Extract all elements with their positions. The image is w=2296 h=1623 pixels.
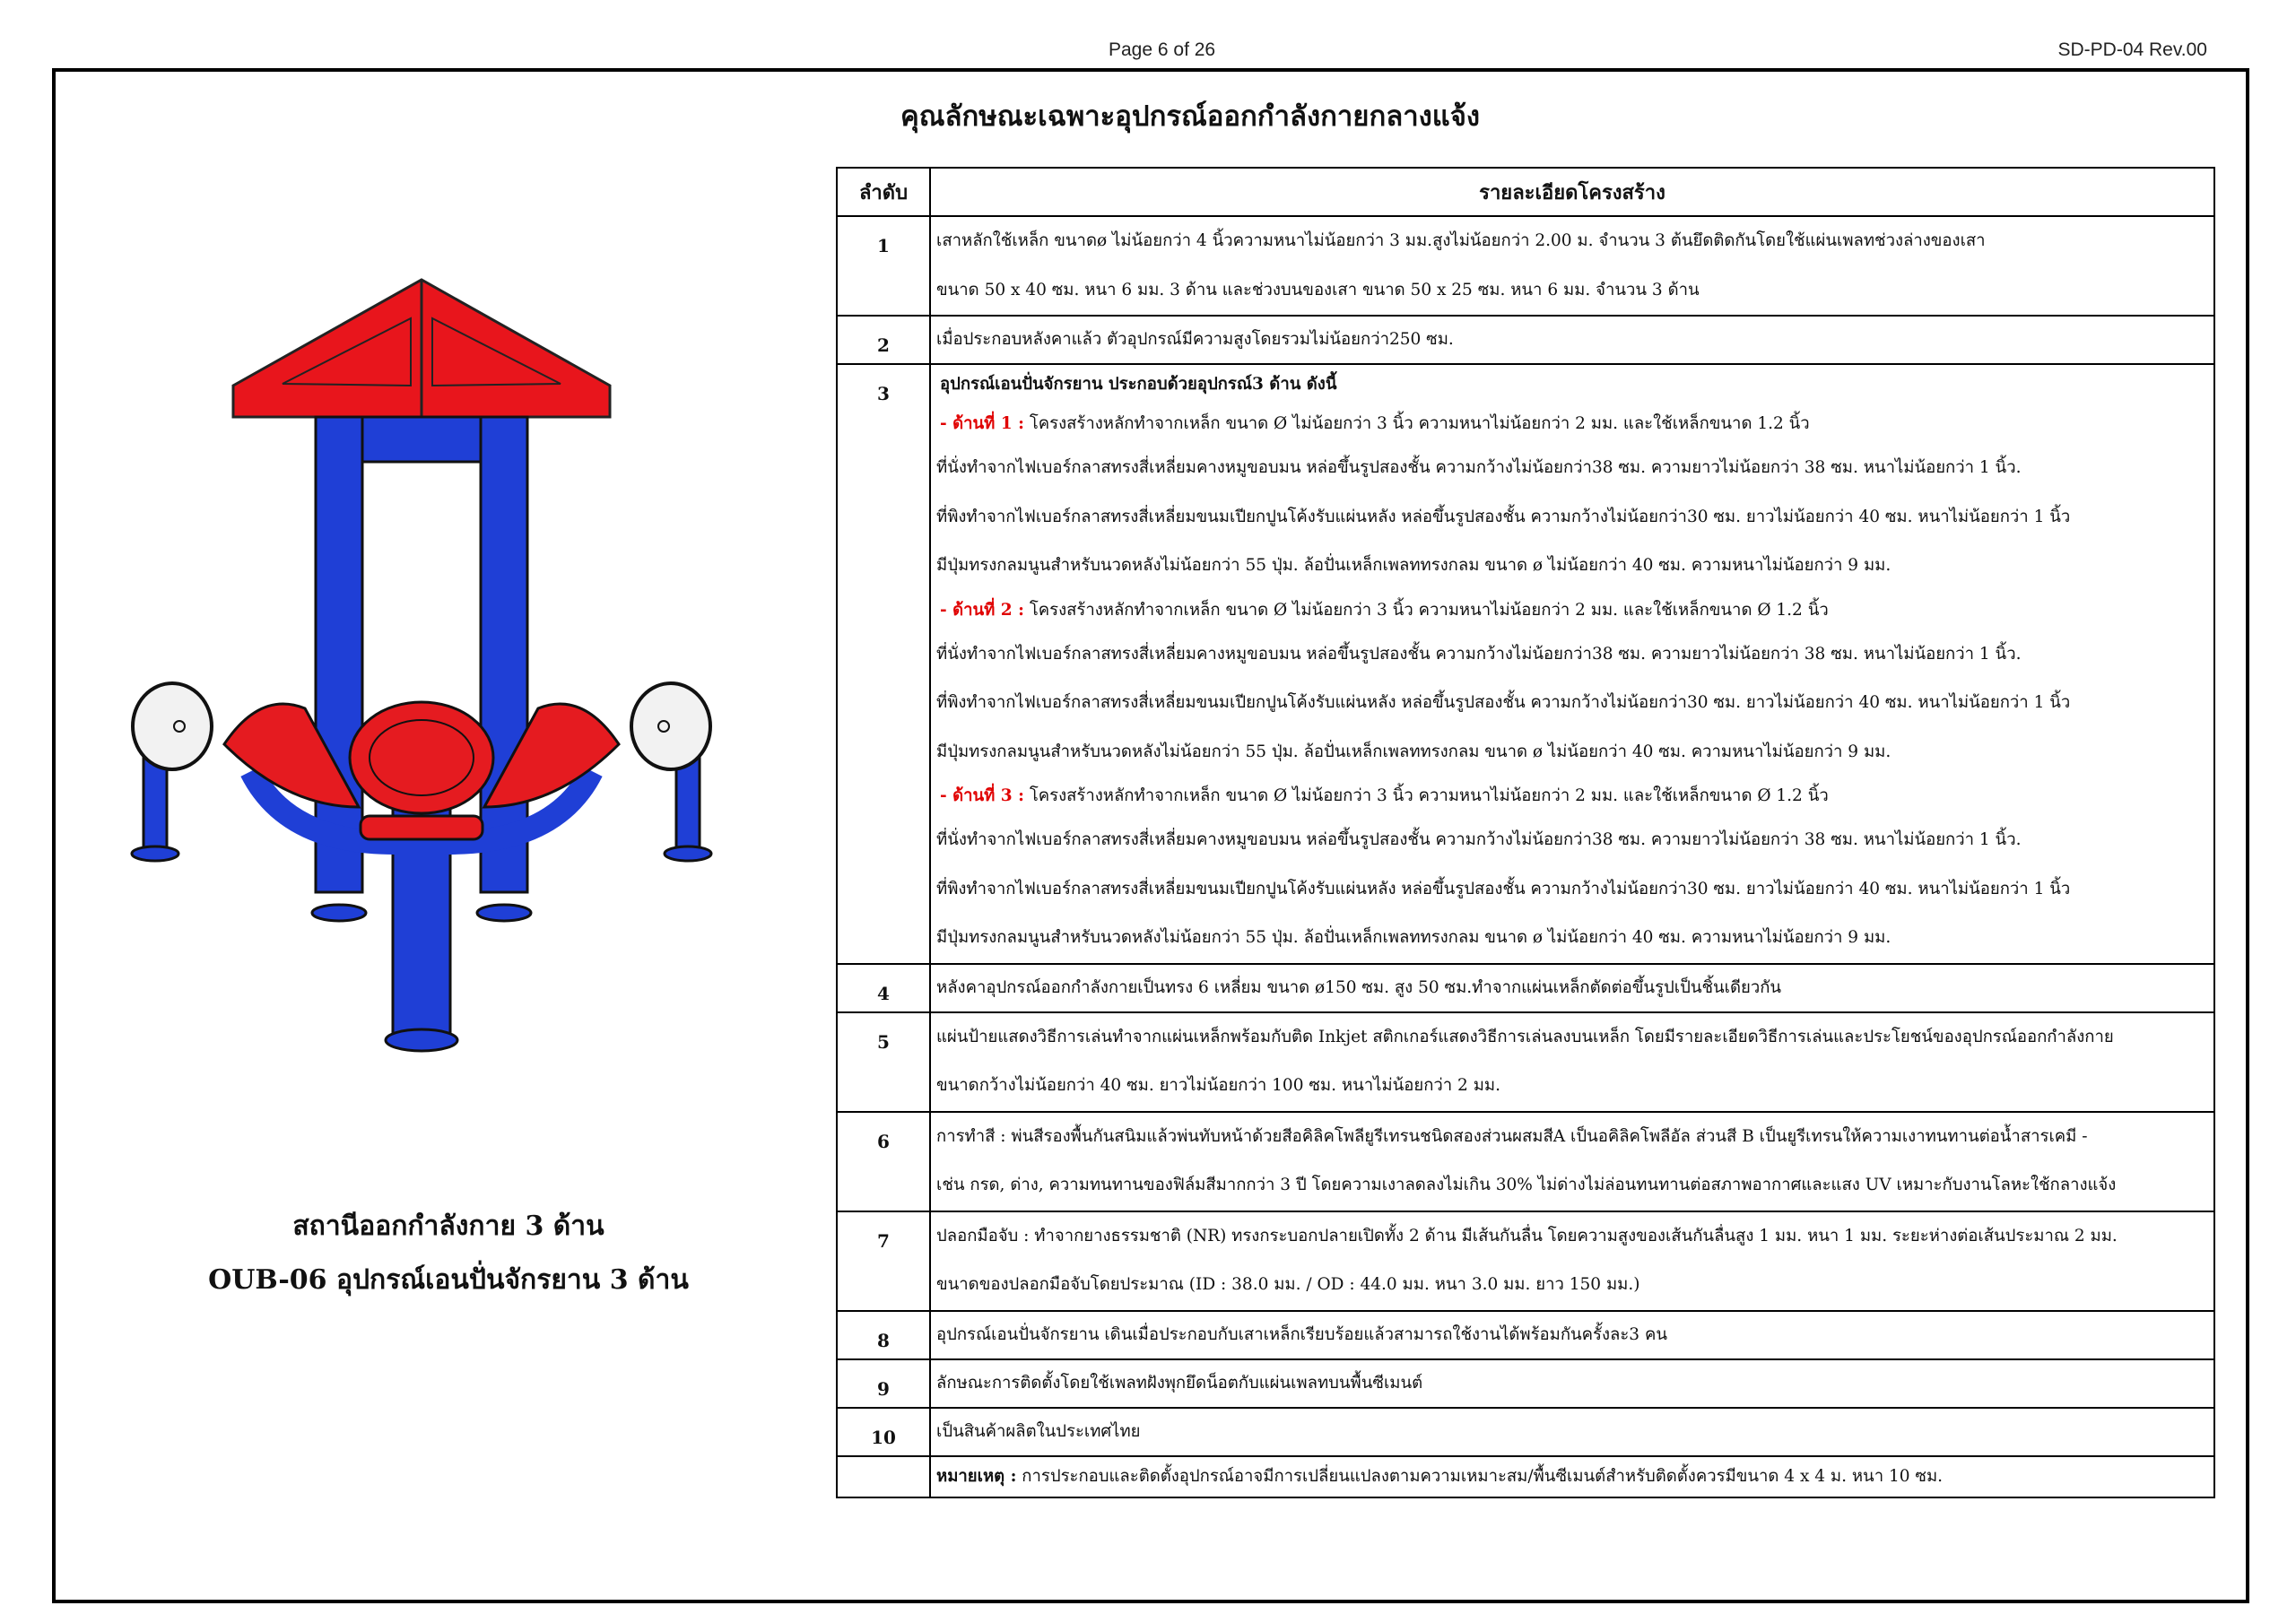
table-row bbox=[837, 1311, 2214, 1359]
detail-line: ที่พิงทำจากไฟเบอร์กลาสทรงสี่เหลี่ยมขนมเปียกปูนโค้งรับแผ่นหลัง หล่อขึ้นรูปสองชั้น ความกว้างไม่น้อยกว่า30 ซม. ยาวไม่น้อยกว่า 40 ซม. หนาไม่น้อยกว่า 1 นิ้ว bbox=[936, 507, 2071, 526]
row-number: 2 bbox=[837, 316, 930, 364]
row-detail bbox=[930, 216, 2214, 316]
note-text: การประกอบและติดตั้งอุปกรณ์อาจมีการเปลี่ยนแปลงตามความเหมาะสม/พื้นซีเมนต์สำหรับติดตั้งควรมีขนาด 4 x 4 ม. หนา 10 ซม. bbox=[1016, 1466, 1944, 1486]
row-detail bbox=[930, 1012, 2214, 1112]
detail-line: ที่นั่งทำจากไฟเบอร์กลาสทรงสี่เหลี่ยมคางหมูขอบมน หล่อขึ้นรูปสองชั้น ความกว้างไม่น้อยกว่า38 ซม. ความยาวไม่น้อยกว่า 38 ซม. หนาไม่น้อยกว่า 1 นิ้ว. bbox=[936, 644, 2022, 664]
table-row bbox=[837, 216, 2214, 316]
detail-line: ที่พิงทำจากไฟเบอร์กลาสทรงสี่เหลี่ยมขนมเปียกปูนโค้งรับแผ่นหลัง หล่อขึ้นรูปสองชั้น ความกว้างไม่น้อยกว่า30 ซม. ยาวไม่น้อยกว่า 40 ซม. หนาไม่น้อยกว่า 1 นิ้ว bbox=[936, 879, 2071, 898]
table-row bbox=[837, 1112, 2214, 1211]
product-captions bbox=[126, 1200, 771, 1307]
detail-line: อุปกรณ์เอนปั่นจักรยาน เดินเมื่อประกอบกับเสาเหล็กเรียบร้อยแล้วสามารถใช้งานได้พร้อมกันครั้งละ3 คน bbox=[936, 1324, 1667, 1344]
note-cell bbox=[930, 1456, 2214, 1497]
detail-line: ลักษณะการติดตั้งโดยใช้เพลทฝังพุกยึดน็อตกับแผ่นเพลทบนพื้นซีเมนต์ bbox=[936, 1373, 1423, 1393]
col-detail-header: รายละเอียดโครงสร้าง bbox=[930, 168, 2214, 216]
table-note-row bbox=[837, 1456, 2214, 1497]
product-name: OUB-06 อุปกรณ์เอนปั่นจักรยาน 3 ด้าน bbox=[208, 1264, 689, 1296]
detail-line: เมื่อประกอบหลังคาแล้ว ตัวอุปกรณ์มีความสูงโดยรวมไม่น้อยกว่า250 ซม. bbox=[936, 330, 1454, 349]
document-code: SD-PD-04 Rev.00 bbox=[2057, 39, 2207, 60]
row-number: 7 bbox=[837, 1211, 930, 1311]
row-number: 6 bbox=[837, 1112, 930, 1211]
table-body bbox=[837, 216, 2214, 1497]
table-header-row bbox=[837, 168, 2214, 216]
detail-line: ที่นั่งทำจากไฟเบอร์กลาสทรงสี่เหลี่ยมคางหมูขอบมน หล่อขึ้นรูปสองชั้น ความกว้างไม่น้อยกว่า38 ซม. ความยาวไม่น้อยกว่า 38 ซม. หนาไม่น้อยกว่า 1 นิ้ว. bbox=[936, 458, 2022, 477]
row-detail bbox=[930, 1359, 2214, 1408]
document-title: คุณลักษณะเฉพาะอุปกรณ์ออกกำลังกายกลางแจ้ง bbox=[900, 100, 1481, 133]
side-line bbox=[936, 404, 2208, 444]
table-row bbox=[837, 1012, 2214, 1112]
row-detail bbox=[930, 1408, 2214, 1456]
detail-line: ขนาดกว้างไม่น้อยกว่า 40 ซม. ยาวไม่น้อยกว่า 100 ซม. หนาไม่น้อยกว่า 2 มม. bbox=[936, 1076, 1500, 1095]
product-category: สถานีออกกำลังกาย 3 ด้าน bbox=[292, 1211, 604, 1242]
detail-heading: อุปกรณ์เอนปั่นจักรยาน ประกอบด้วยอุปกรณ์3 ด้าน ดังนี้ bbox=[940, 375, 1337, 394]
col-no-header: ลำดับ bbox=[837, 168, 930, 216]
note-empty-cell bbox=[837, 1456, 930, 1497]
row-number: 8 bbox=[837, 1311, 930, 1359]
side-label: - ด้านที่ 1 : bbox=[940, 414, 1024, 433]
table-row bbox=[837, 1211, 2214, 1311]
detail-line: มีปุ่มทรงกลมนูนสำหรับนวดหลังไม่น้อยกว่า 55 ปุ่ม. ล้อปั่นเหล็กเพลททรงกลม ขนาด ø ไม่น้อยกว่า 40 ซม. ความหนาไม่น้อยกว่า 9 มม. bbox=[936, 556, 1892, 575]
table-row bbox=[837, 964, 2214, 1012]
table-row bbox=[837, 316, 2214, 364]
row-detail bbox=[930, 316, 2214, 364]
detail-line: มีปุ่มทรงกลมนูนสำหรับนวดหลังไม่น้อยกว่า 55 ปุ่ม. ล้อปั่นเหล็กเพลททรงกลม ขนาด ø ไม่น้อยกว่า 40 ซม. ความหนาไม่น้อยกว่า 9 มม. bbox=[936, 928, 1892, 947]
detail-line: ที่นั่งทำจากไฟเบอร์กลาสทรงสี่เหลี่ยมคางหมูขอบมน หล่อขึ้นรูปสองชั้น ความกว้างไม่น้อยกว่า38 ซม. ความยาวไม่น้อยกว่า 38 ซม. หนาไม่น้อยกว่า 1 นิ้ว. bbox=[936, 830, 2022, 849]
detail-line: เป็นสินค้าผลิตในประเทศไทย bbox=[936, 1421, 1141, 1441]
side-label: - ด้านที่ 2 : bbox=[940, 600, 1024, 620]
specification-table bbox=[836, 167, 2215, 1498]
roof bbox=[233, 280, 610, 417]
side-label: - ด้านที่ 3 : bbox=[940, 786, 1024, 805]
detail-line: หลังคาอุปกรณ์ออกกำลังกายเป็นทรง 6 เหลี่ยม ขนาด ø150 ซม. สูง 50 ซม.ทำจากแผ่นเหล็กตัดต่อขึ้นรูปเป็นชิ้นเดียวกัน bbox=[936, 977, 1782, 997]
page-number: Page 6 of 26 bbox=[1109, 39, 1216, 60]
note-line bbox=[936, 1457, 2208, 1497]
row-detail bbox=[930, 1311, 2214, 1359]
side-text: โครงสร้างหลักทำจากเหล็ก ขนาด Ø ไม่น้อยกว่า 3 นิ้ว ความหนาไม่น้อยกว่า 2 มม. และใช้เหล็กขนาด Ø 1.2 นิ้ว bbox=[1023, 600, 1829, 620]
detail-line: เสาหลักใช้เหล็ก ขนาดø ไม่น้อยกว่า 4 นิ้วความหนาไม่น้อยกว่า 3 มม.สูงไม่น้อยกว่า 2.00 ม. จำนวน 3 ต้นยึดติดกันโดยใช้แผ่นเพลทช่วงล่างของเสา bbox=[936, 231, 1986, 250]
row-number: 10 bbox=[837, 1408, 930, 1456]
row-number: 4 bbox=[837, 964, 930, 1012]
detail-line: การทำสี : พ่นสีรองพื้นกันสนิมแล้วพ่นทับหน้าด้วยสีอคิลิคโพลียูรีเทรนชนิดสองส่วนผสมสีA เป็นอคิลิคโพลีอัล ส่วนสี B เป็นยูรีเทรนให้ความเงาทนทานต่อน้ำสารเคมี - bbox=[936, 1126, 2088, 1146]
row-detail bbox=[930, 364, 2214, 964]
detail-line: แผ่นป้ายแสดงวิธีการเล่นทำจากแผ่นเหล็กพร้อมกับติด Inkjet สติกเกอร์แสดงวิธีการเล่นลงบนเหล็ก โดยมีรายละเอียดวิธีการเล่นและประโยชน์ของอุปกรณ์ออกกำลังกาย bbox=[936, 1027, 2114, 1046]
note-label: หมายเหตุ : bbox=[936, 1466, 1017, 1486]
detail-line: ขนาดของปลอกมือจับโดยประมาณ (ID : 38.0 มม. / OD : 44.0 มม. หนา 3.0 มม. ยาว 150 มม.) bbox=[936, 1275, 1640, 1294]
side-line bbox=[936, 777, 2208, 816]
table-row bbox=[837, 1408, 2214, 1456]
row-number: 1 bbox=[837, 216, 930, 316]
row-number: 5 bbox=[837, 1012, 930, 1112]
table-row bbox=[837, 1359, 2214, 1408]
row-number: 3 bbox=[837, 364, 930, 964]
detail-line: ปลอกมือจับ : ทำจากยางธรรมชาติ (NR) ทรงกระบอกปลายเปิดทั้ง 2 ด้าน มีเส้นกันลื่น โดยความสูงของเส้นกันลื่นสูง 1 มม. หนา 1 มม. ระยะห่างต่อเส้นประมาณ 2 มม. bbox=[936, 1226, 2118, 1245]
row-number: 9 bbox=[837, 1359, 930, 1408]
equipment-illustration bbox=[126, 269, 718, 1076]
row-detail bbox=[930, 1211, 2214, 1311]
row-detail bbox=[930, 964, 2214, 1012]
detail-line: ขนาด 50 x 40 ซม. หนา 6 มม. 3 ด้าน และช่วงบนของเสา ขนาด 50 x 25 ซม. หนา 6 มม. จำนวน 3 ด้าน bbox=[936, 280, 1700, 299]
side-text: โครงสร้างหลักทำจากเหล็ก ขนาด Ø ไม่น้อยกว่า 3 นิ้ว ความหนาไม่น้อยกว่า 2 มม. และใช้เหล็กขนาด Ø 1.2 นิ้ว bbox=[1023, 786, 1829, 805]
detail-line: เช่น กรด, ด่าง, ความทนทานของฟิล์มสีมากกว่า 3 ปี โดยความเงาลดลงไม่เกิน 30% ไม่ด่างไม่ล่อนทนทานต่อสภาพอากาศและแสง UV เหมาะกับงานโลหะใช้กลางแจ้ง bbox=[936, 1176, 2117, 1194]
detail-line: มีปุ่มทรงกลมนูนสำหรับนวดหลังไม่น้อยกว่า 55 ปุ่ม. ล้อปั่นเหล็กเพลททรงกลม ขนาด ø ไม่น้อยกว่า 40 ซม. ความหนาไม่น้อยกว่า 9 มม. bbox=[936, 742, 1892, 761]
side-line bbox=[936, 591, 2208, 630]
row-detail bbox=[930, 1112, 2214, 1211]
detail-line: ที่พิงทำจากไฟเบอร์กลาสทรงสี่เหลี่ยมขนมเปียกปูนโค้งรับแผ่นหลัง หล่อขึ้นรูปสองชั้น ความกว้างไม่น้อยกว่า30 ซม. ยาวไม่น้อยกว่า 40 ซม. หนาไม่น้อยกว่า 1 นิ้ว bbox=[936, 693, 2071, 712]
side-text: โครงสร้างหลักทำจากเหล็ก ขนาด Ø ไม่น้อยกว่า 3 นิ้ว ความหนาไม่น้อยกว่า 2 มม. และใช้เหล็กขนาด 1.2 นิ้ว bbox=[1023, 414, 1810, 433]
table-row bbox=[837, 364, 2214, 964]
